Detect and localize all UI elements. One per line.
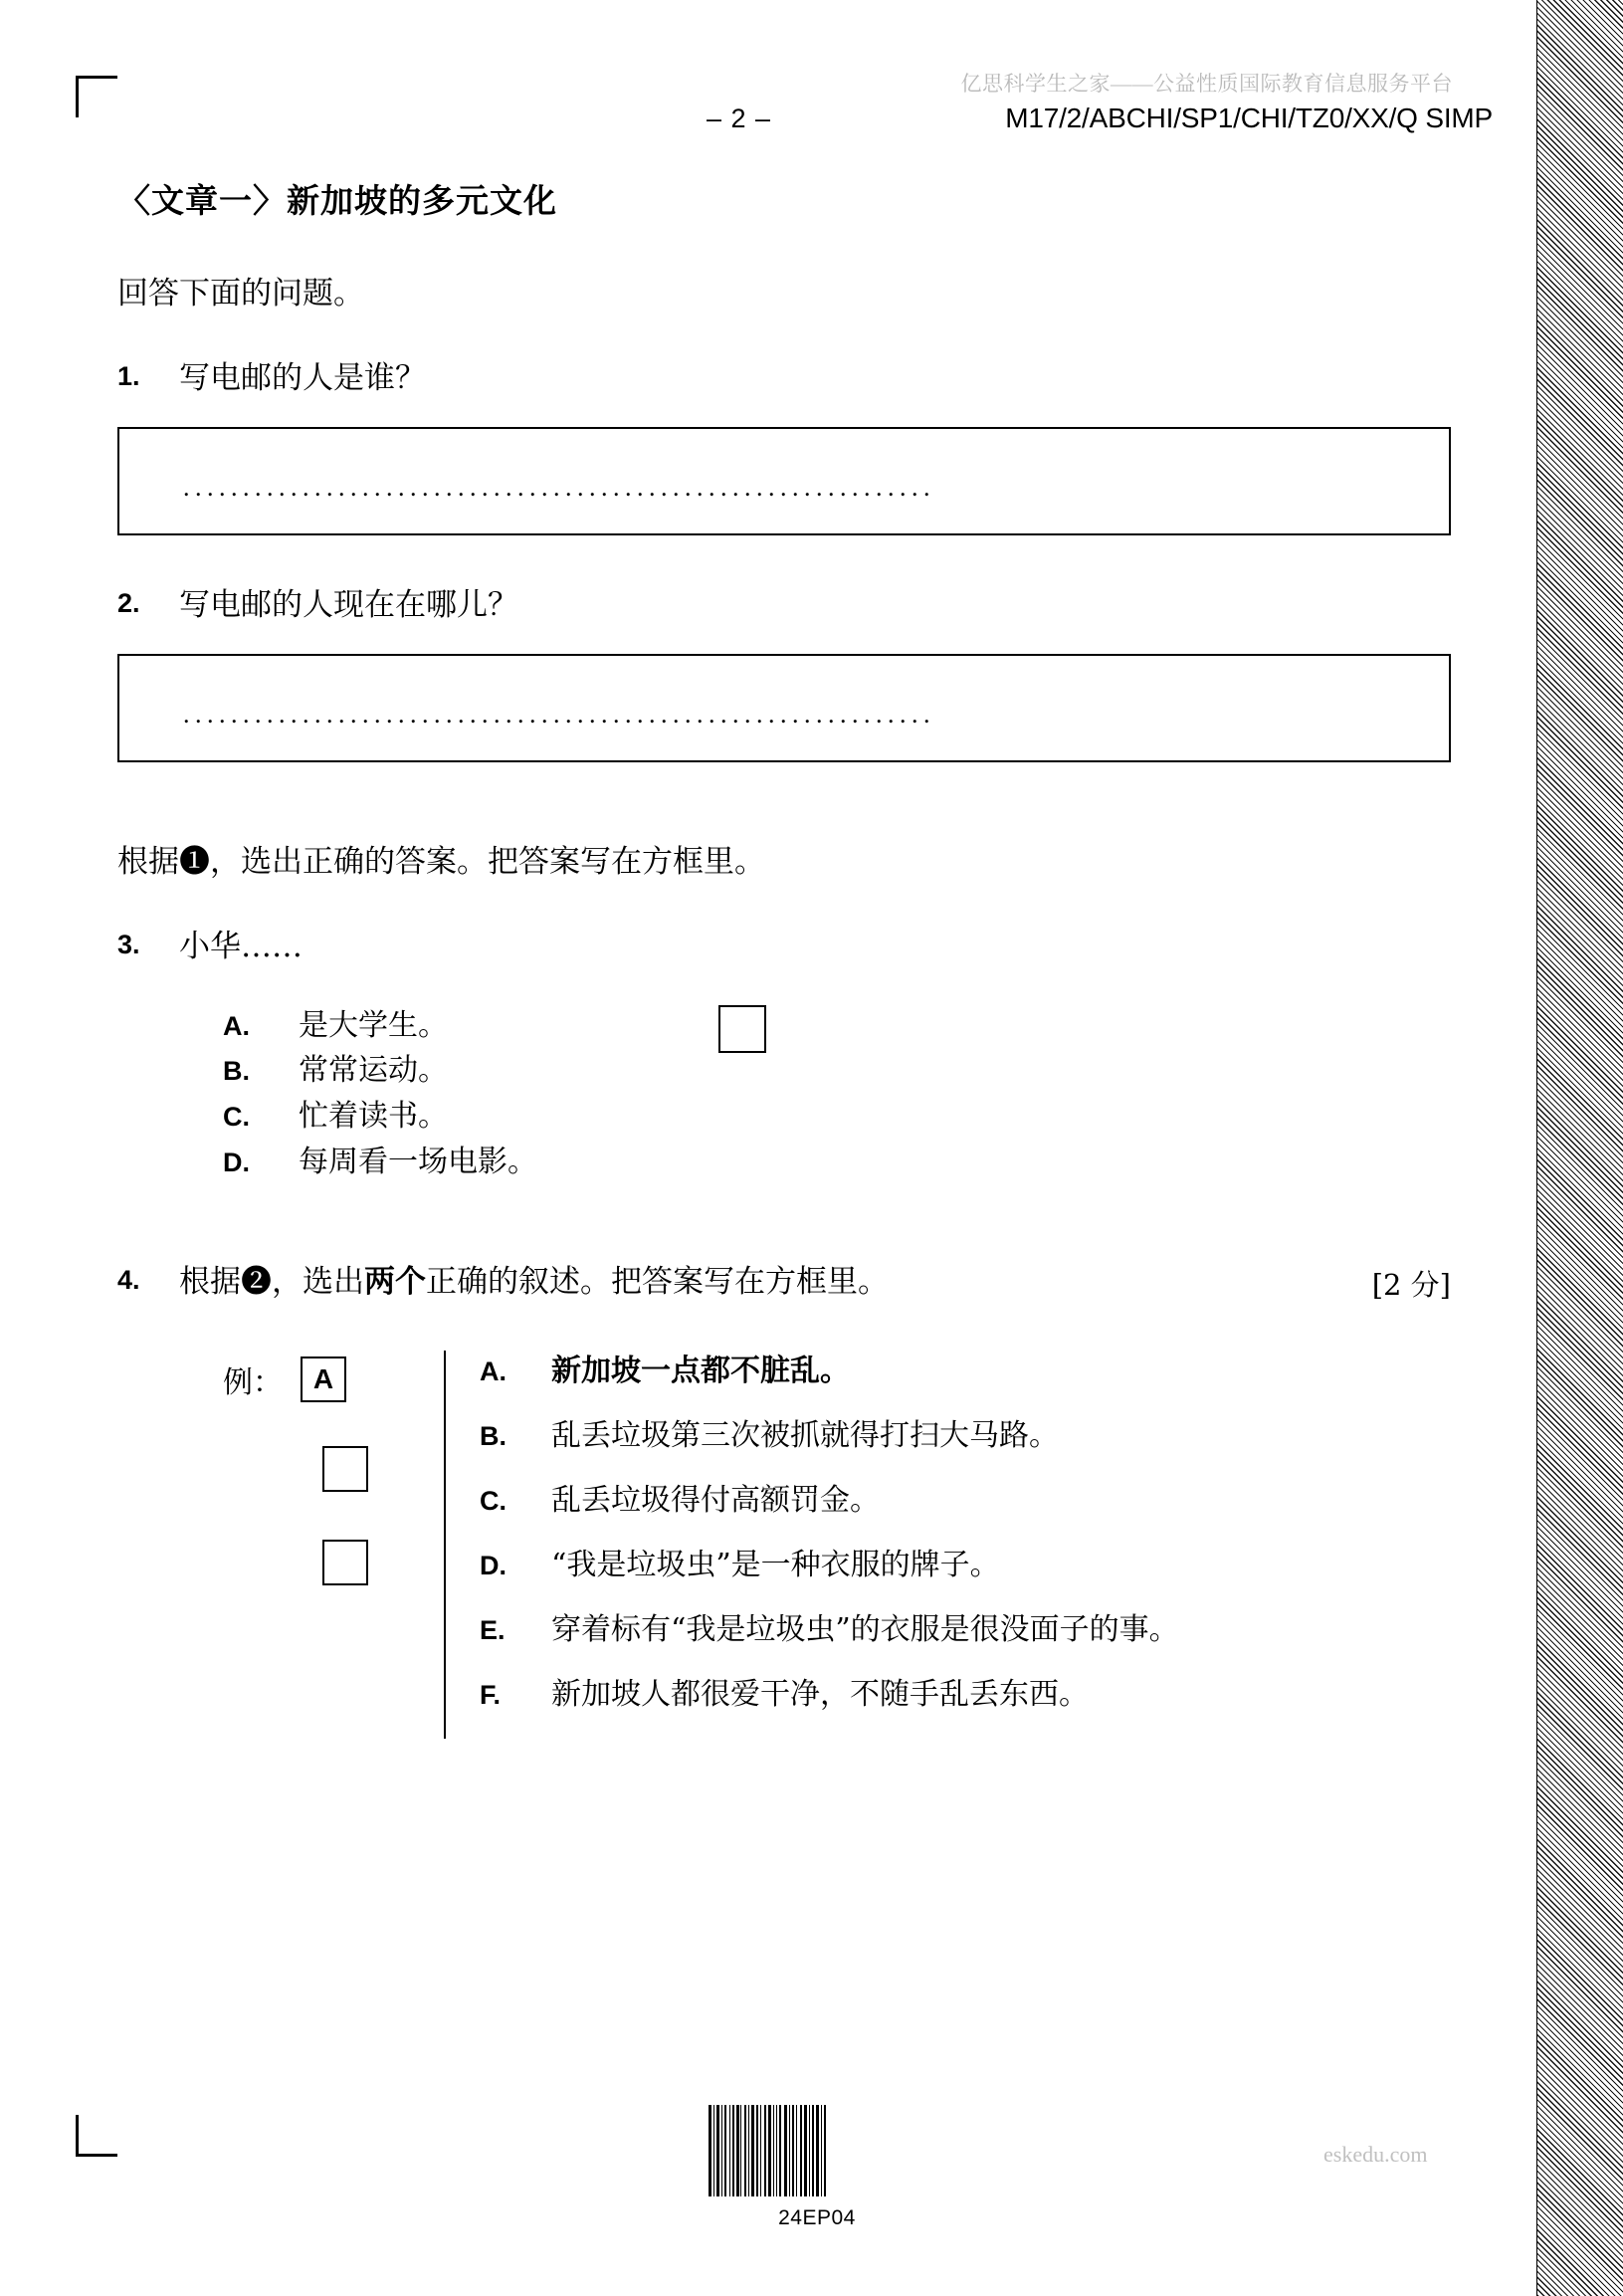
page-edge-divider-line [1536, 0, 1537, 2296]
question-3-options [117, 1003, 1451, 1184]
option-a-text: 是大学生。 [299, 1007, 448, 1043]
question-2 [117, 583, 1451, 628]
statement-f[interactable] [480, 1674, 1451, 1716]
question-4 [117, 1260, 1451, 1305]
statement-b-text: 乱丢垃圾第三次被抓就得打扫大马路。 [551, 1418, 1059, 1454]
option-b[interactable] [117, 1048, 1451, 1094]
option-a[interactable] [117, 1003, 1451, 1049]
question-3-number: 3. [117, 929, 140, 959]
question-4-answer-square-1[interactable] [322, 1446, 368, 1492]
question-1 [117, 356, 1451, 401]
crop-mark-bottom-left [76, 2115, 117, 2157]
watermark-bottom: eskedu.com [1323, 2142, 1428, 2167]
option-c-text: 忙着读书。 [299, 1099, 448, 1134]
question-3-answer-square[interactable] [718, 1005, 766, 1053]
question-4-stem-part1: 根据❷，选出 [179, 1264, 364, 1301]
statement-c-letter: C. [480, 1486, 507, 1517]
statement-f-text: 新加坡人都很爱干净，不随手乱丢东西。 [551, 1677, 1089, 1713]
example-row [223, 1351, 444, 1408]
question-1-answer-dotted-line: ............................................................... [183, 472, 935, 502]
statement-a-letter: A. [480, 1357, 507, 1387]
question-4-number: 4. [117, 1265, 140, 1296]
example-answer-square: A [301, 1357, 346, 1402]
option-c-letter: C. [223, 1102, 250, 1132]
question-2-answer-box[interactable] [117, 654, 1451, 762]
statement-d-letter: D. [480, 1551, 507, 1581]
statement-a-text: 新加坡一点都不脏乱。 [551, 1354, 850, 1389]
page-number: – 2 – [707, 104, 772, 133]
question-4-stem [179, 1260, 1372, 1305]
statement-f-letter: F. [480, 1680, 502, 1711]
statement-b[interactable] [480, 1415, 1451, 1457]
statement-c-text: 乱丢垃圾得付高额罚金。 [551, 1483, 880, 1519]
statement-c[interactable] [480, 1480, 1451, 1522]
question-1-number: 1. [117, 361, 140, 391]
question-4-stem-part2: 正确的叙述。把答案写在方框里。 [426, 1264, 889, 1301]
instruction-answer-questions: 回答下面的问题。 [117, 276, 364, 312]
question-1-text: 写电邮的人是谁？ [179, 360, 426, 396]
question-2-number: 2. [117, 587, 140, 618]
statement-a[interactable] [480, 1351, 1451, 1392]
option-b-letter: B. [223, 1056, 250, 1087]
option-d-letter: D. [223, 1147, 250, 1177]
question-1-answer-box[interactable] [117, 427, 1451, 535]
page-edge-hatch-strip [1537, 0, 1623, 2296]
statement-d-text: “我是垃圾虫”是一种衣服的牌子。 [551, 1548, 1000, 1583]
question-3 [117, 925, 1451, 969]
statement-e-text: 穿着标有“我是垃圾虫”的衣服是很没面子的事。 [551, 1612, 1179, 1648]
question-4-options [480, 1351, 1451, 1739]
statement-d[interactable] [480, 1545, 1451, 1586]
question-4-answer-column [117, 1351, 444, 1585]
example-label: 例： [223, 1365, 283, 1401]
question-3-stem: 小华…… [179, 928, 303, 964]
statement-e[interactable] [480, 1609, 1451, 1651]
statement-b-letter: B. [480, 1421, 507, 1452]
question-4-body [117, 1351, 1451, 1739]
page-title: 〈文章一〉新加坡的多元文化 [117, 181, 557, 220]
option-a-letter: A. [223, 1010, 250, 1041]
question-4-stem-emphasis: 两个 [364, 1264, 426, 1301]
page-content [117, 175, 1451, 1739]
option-d-text: 每周看一场电影。 [299, 1144, 537, 1179]
watermark-top: 亿思科学生之家——公益性质国际教育信息服务平台 [960, 72, 1453, 96]
statement-e-letter: E. [480, 1615, 506, 1646]
question-2-text: 写电邮的人现在在哪儿？ [179, 586, 518, 623]
question-4-vertical-divider [444, 1351, 446, 1739]
barcode [709, 2105, 925, 2196]
question-2-answer-dotted-line: ............................................................... [183, 699, 935, 729]
barcode-label: 24EP04 [778, 2206, 856, 2229]
exam-code: M17/2/ABCHI/SP1/CHI/TZ0/XX/Q SIMP [1005, 103, 1493, 133]
instruction-choose-correct-answer: 根据❶，选出正确的答案。把答案写在方框里。 [117, 843, 765, 880]
option-c[interactable] [117, 1094, 1451, 1140]
option-b-text: 常常运动。 [299, 1053, 448, 1089]
question-4-marks: [2 分] [1371, 1268, 1451, 1303]
question-4-answer-square-2[interactable] [322, 1540, 368, 1585]
option-d[interactable] [117, 1140, 1451, 1185]
